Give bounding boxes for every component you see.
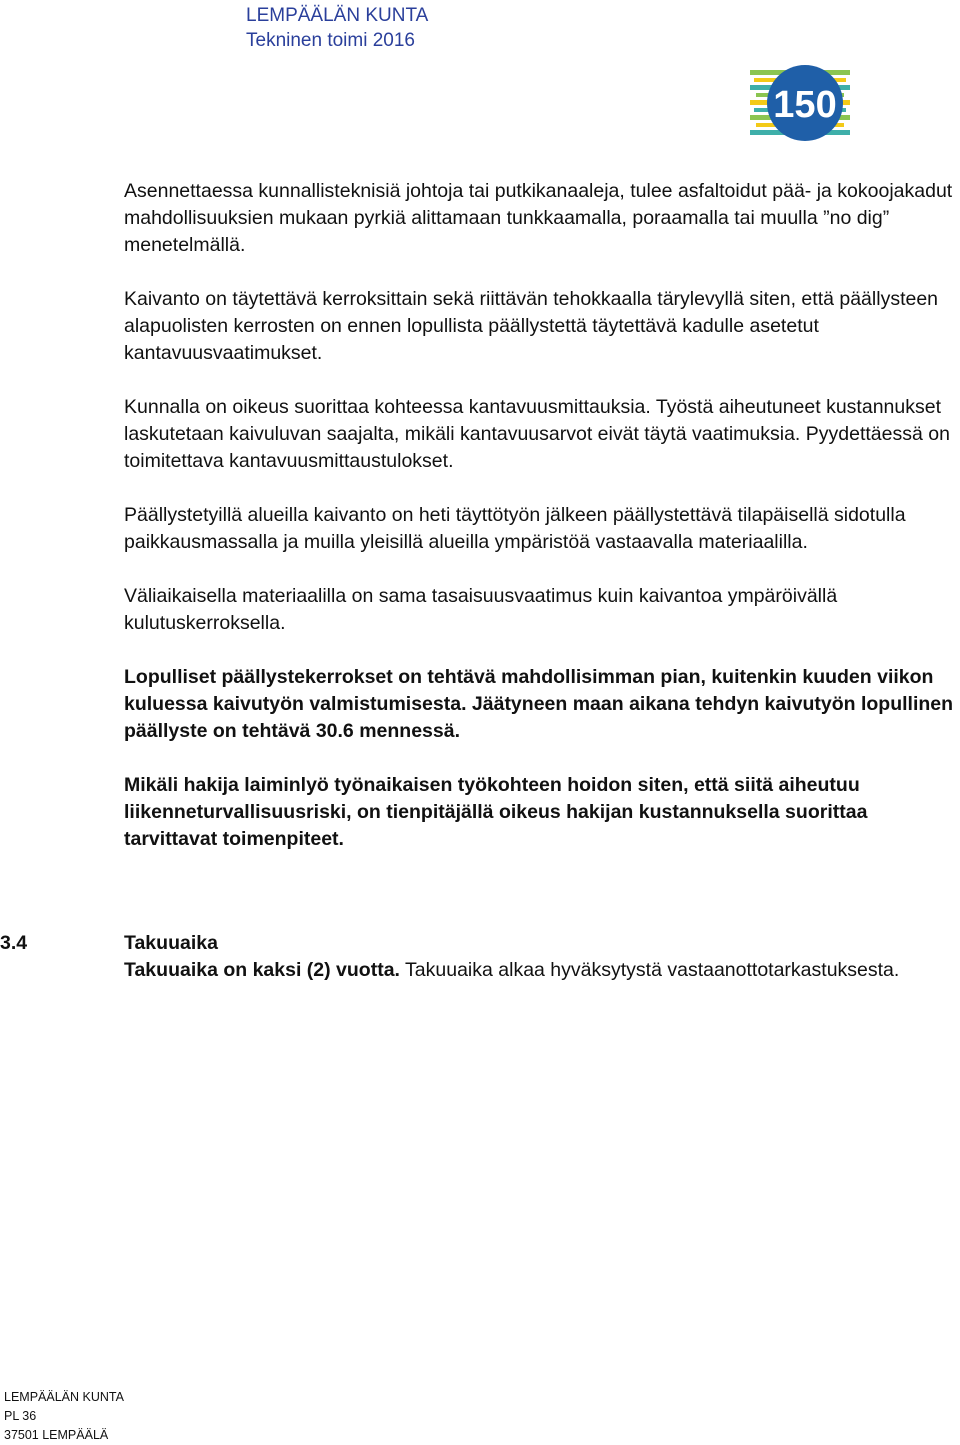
- page-footer: [4, 1388, 124, 1445]
- footer-org: LEMPÄÄLÄN KUNTA: [4, 1390, 124, 1404]
- document-body: [124, 178, 958, 853]
- footer-po-box: PL 36: [4, 1409, 37, 1423]
- section-body: [124, 957, 958, 984]
- section-bold-lead: Takuuaika on kaksi (2) vuotta.: [124, 959, 400, 981]
- footer-postal: 37501 LEMPÄÄLÄ: [4, 1428, 109, 1442]
- logo-text: 150: [773, 84, 837, 126]
- page-header: [246, 3, 428, 53]
- paragraph-temporary-paving: Päällystetyillä alueilla kaivanto on heti täyttötyön jälkeen päällystettävä tilapäisellä sidotulla paikkausmassalla ja muilla yleisillä alueilla ympäristöä vastaavalla materiaalilla.: [124, 504, 906, 553]
- header-org: LEMPÄÄLÄN KUNTA: [246, 5, 429, 26]
- paragraph-measurements: Kunnalla on oikeus suorittaa kohteessa kantavuusmittauksia. Työstä aiheutuneet kustannukset laskutetaan kaivuluvan saajalta, mikäli kantavuusarvot eivät täytä vaatimuksia. Pyydettäessä on toimitettava kantavuusmittaustulokset.: [124, 396, 950, 472]
- paragraph-final-paving: Lopulliset päällystekerrokset on tehtävä mahdollisimman pian, kuitenkin kuuden viikon kuluessa kaivutyön valmistumisesta. Jäätyneen maan aikana tehdyn kaivutyön lopullinen päällyste on tehtävä 30.6 mennessä.: [124, 666, 954, 742]
- section-title: Takuuaika: [124, 932, 218, 954]
- section-number: 3.4: [0, 932, 28, 954]
- paragraph-compaction: Kaivanto on täytettävä kerroksittain sekä riittävän tehokkaalla tärylevyllä siten, että päällysteen alapuolisten kerrosten on ennen lopullista päällystettä täytettävä kadulle asetetut kantavuusvaatimukset.: [124, 288, 939, 364]
- paragraph-temporary-material: Väliaikaisella materiaalilla on sama tasaisuusvaatimus kuin kaivantoa ympäröivällä kulutuskerroksella.: [124, 585, 838, 634]
- anniversary-150-logo: [750, 62, 850, 144]
- header-department: Tekninen toimi 2016: [246, 30, 415, 51]
- section-warranty: [0, 930, 958, 984]
- paragraph-safety-risk: Mikäli hakija laiminlyö työnaikaisen työkohteen hoidon siten, että siitä aiheutuu liikenneturvallisuusriski, on tienpitäjällä oikeus hakijan kustannuksella suorittaa tarvittavat toimenpiteet.: [124, 774, 868, 850]
- section-text: Takuuaika alkaa hyväksytystä vastaanottotarkastuksesta.: [399, 959, 900, 981]
- paragraph-no-dig: Asennettaessa kunnallisteknisiä johtoja tai putkikanaaleja, tulee asfaltoidut pää- ja kokoojakadut mahdollisuuksien mukaan pyrkiä alittamaan tunkkaamalla, poraamalla tai muulla ”no dig” menetelmällä.: [124, 180, 953, 256]
